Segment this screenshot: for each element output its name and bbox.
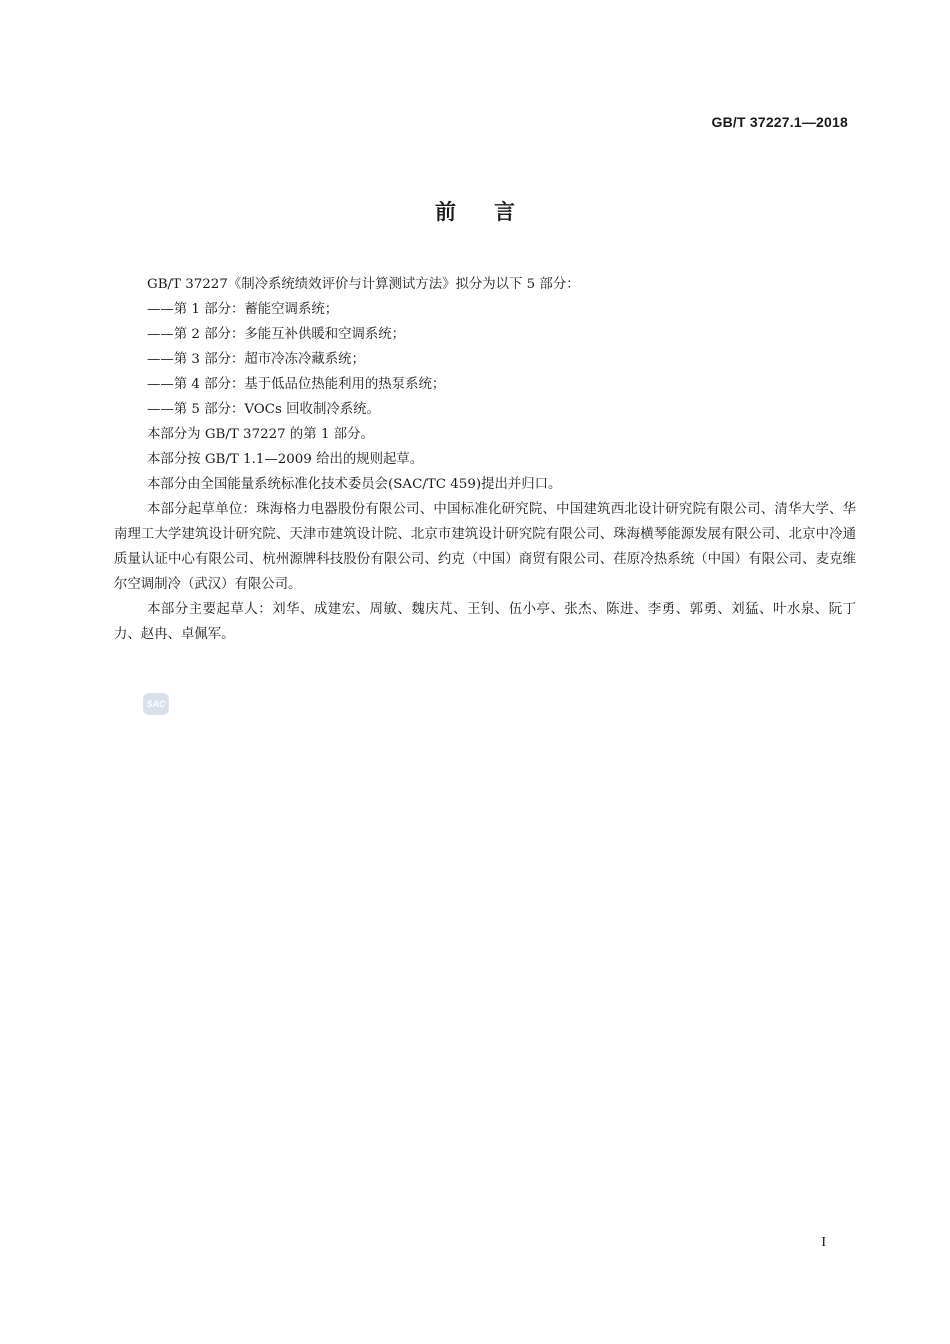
- page-number: I: [821, 1235, 826, 1250]
- page-title: 前言: [435, 200, 553, 224]
- paragraph-committee: 本部分由全国能量系统标准化技术委员会(SAC/TC 459)提出并归口。: [147, 477, 562, 492]
- paragraph-intro: GB/T 37227《制冷系统绩效评价与计算测试方法》拟分为以下 5 部分：: [147, 277, 580, 292]
- paragraph-drafting-units: 本部分起草单位：珠海格力电器股份有限公司、中国标准化研究院、中国建筑西北设计研究院有限公司、清华大学、华南理工大学建筑设计研究院、天津市建筑设计院、北京市建筑设计研究院有限公司、珠海横琴能源发展有限公司、北京中冷通质量认证中心有限公司、杭州源牌科技股份有限公司、约克（中国）商贸有限公司、荏原冷热系统（中国）有限公司、麦克维尔空调制冷（武汉）有限公司。: [114, 502, 856, 592]
- paragraph-drafting-rules: 本部分按 GB/T 1.1—2009 给出的规则起草。: [147, 452, 424, 467]
- foreword-body: [114, 272, 856, 647]
- paragraph-drafters: 本部分主要起草人：刘华、成建宏、周敏、魏庆芃、王钊、伍小亭、张杰、陈进、李勇、郭勇、刘猛、叶水泉、阮丁力、赵冉、卓佩军。: [114, 602, 856, 642]
- list-item-part-2: ——第 2 部分：多能互补供暖和空调系统；: [147, 327, 406, 342]
- paragraph-this-part: 本部分为 GB/T 37227 的第 1 部分。: [147, 427, 374, 442]
- list-item-part-3: ——第 3 部分：超市冷冻冷藏系统；: [147, 352, 365, 367]
- standard-number: GB/T 37227.1—2018: [711, 114, 848, 130]
- sac-logo-icon: SAC: [143, 693, 169, 715]
- list-item-part-4: ——第 4 部分：基于低品位热能利用的热泵系统；: [147, 377, 446, 392]
- list-item-part-1: ——第 1 部分：蓄能空调系统；: [147, 302, 339, 317]
- list-item-part-5: ——第 5 部分：VOCs 回收制冷系统。: [147, 402, 380, 417]
